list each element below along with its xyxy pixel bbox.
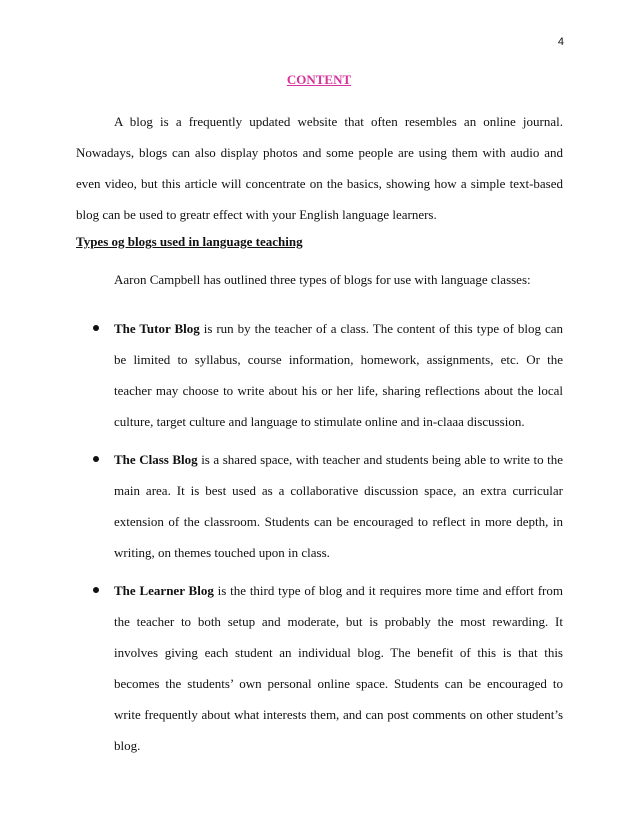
bullet-icon (93, 325, 99, 331)
list-item-class-blog (76, 444, 563, 568)
lead-paragraph: Aaron Campbell has outlined three types of blogs for use with language classes: (114, 272, 531, 287)
intro-paragraph: A blog is a frequently updated website that often resembles an online journal. Nowadays, blogs can also display photos and some people are using them with audio and even video, but this article will concentrate on the basics, showing how a simple text-based blog can be used to greatr effect with your English language learners. (76, 114, 563, 222)
page-number: 4 (557, 36, 564, 48)
bullet-icon (93, 456, 99, 462)
content-title: CONTENT (286, 72, 352, 87)
term-tutor-blog: The Tutor Blog (114, 321, 200, 336)
list-item-tutor-blog (76, 313, 563, 437)
description-learner-blog: is the third type of blog and it requires more time and effort from the teacher to both setup and moderate, but is probably the most rewarding. It involves giving each student an individual blog. The benefit of this is that this becomes the students’ own personal online space. Students can be encouraged to write frequently about what interests them, and can post comments on other student’s blog. (114, 583, 563, 753)
term-class-blog: The Class Blog (114, 452, 198, 467)
blog-types-list (76, 313, 563, 768)
description-tutor-blog: is run by the teacher of a class. The content of this type of blog can be limited to syllabus, course information, homework, assignments, etc. Or the teacher may choose to write about his or her life, sharing reflections about the local culture, target culture and language to stimulate online and in-claaa discussion. (114, 321, 563, 429)
description-class-blog: is a shared space, with teacher and students being able to write to the main area. It is best used as a collaborative discussion space, an extra curricular extension of the classroom. Students can be encouraged to reflect in more depth, in writing, on themes touched upon in class. (114, 452, 564, 560)
list-item-learner-blog (76, 575, 563, 761)
term-learner-blog: The Learner Blog (114, 583, 214, 598)
section-heading: Types og blogs used in language teaching (76, 234, 303, 249)
bullet-icon (93, 587, 99, 593)
